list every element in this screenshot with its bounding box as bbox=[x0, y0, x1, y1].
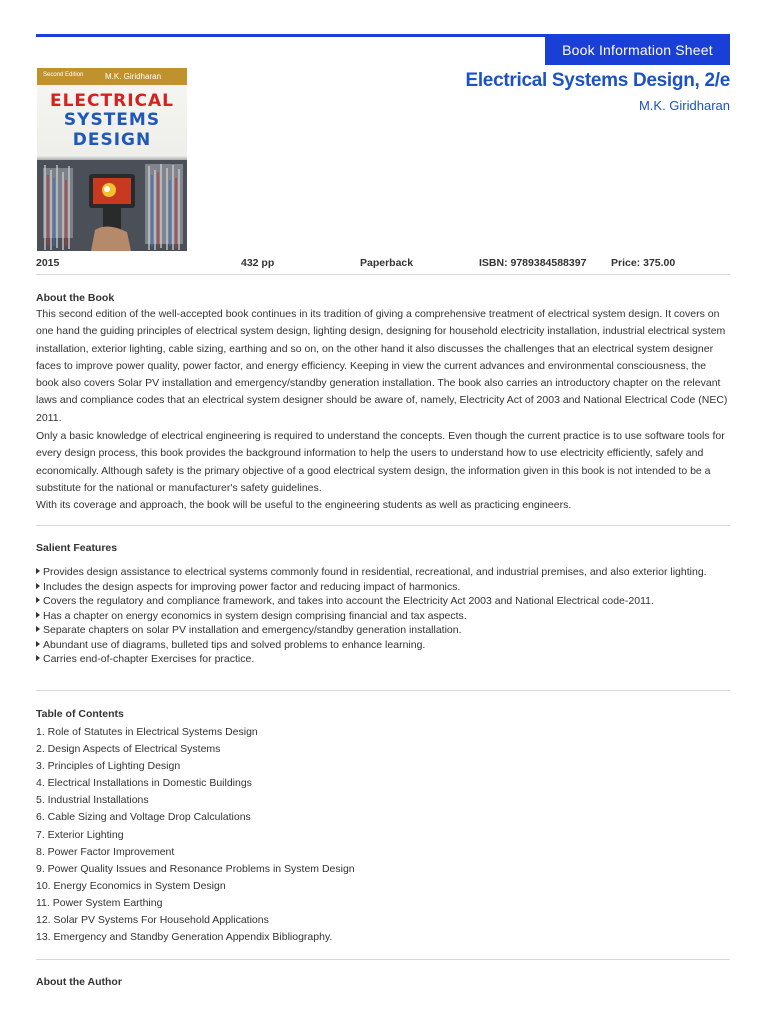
book-author: M.K. Giridharan bbox=[638, 98, 730, 113]
price: Price: 375.00 bbox=[611, 257, 676, 269]
list-item: Includes the design aspects for improving power factor and reducing impact of harmonics. bbox=[36, 580, 726, 595]
info-sheet-badge: Book Information Sheet bbox=[545, 36, 730, 65]
toc-item: 2. Design Aspects of Electrical Systems bbox=[36, 743, 221, 756]
list-item: Has a chapter on energy economics in system design comprising financial and tax aspects. bbox=[36, 609, 726, 624]
about-book-paragraph-3: With its coverage and approach, the book will be useful to the engineering students as well as practicing engineers. bbox=[36, 499, 572, 511]
toc-divider bbox=[36, 959, 730, 960]
isbn: ISBN: 9789384588397 bbox=[479, 257, 587, 269]
list-item: Abundant use of diagrams, bulleted tips and solved problems to enhance learning. bbox=[36, 638, 726, 653]
cover-title-line-3: DESIGN bbox=[72, 130, 152, 150]
features-list bbox=[36, 565, 726, 667]
list-item: Provides design assistance to electrical systems commonly found in residential, recreational, and industrial premises, and also exterior lighting. bbox=[36, 565, 726, 580]
about-book-paragraph-2: Only a basic knowledge of electrical engineering is required to understand the concepts. Even though the current practice is to use software tools for every design process, this book provides the background information to help the users to understand how to use electricity efficiently, safely and economically. Although safety is the primary objective of a good electrical system design, the information given in this book is not intended to be a substitute for the national or manufacturer's safety guidelines. bbox=[36, 430, 725, 494]
bullet-arrow-icon bbox=[36, 597, 40, 603]
cover-title-line-1: ELECTRICAL bbox=[49, 91, 174, 111]
list-item: Separate chapters on solar PV installation and emergency/standby generation installation. bbox=[36, 623, 726, 638]
page-count: 432 pp bbox=[241, 257, 275, 269]
toc-list bbox=[36, 724, 726, 946]
toc-item: 8. Power Factor Improvement bbox=[36, 845, 175, 858]
meta-divider bbox=[36, 274, 730, 275]
toc-heading: Table of Contents bbox=[36, 708, 124, 720]
about-book-paragraph-1: This second edition of the well-accepted book continues in its tradition of giving a comprehensive treatment of electrical system design. It covers on one hand the guiding principles of electrical system design, lighting design, designing for household electricity installation, industrial electrical system installation, exterior lighting, cable sizing, earthing and so on, on the other hand it also discusses the challenges that an electrical system designer faces to improve power quality, power factor, and energy efficiency. Keeping in view the current advances and environmental consciousness, the book also covers Solar PV installation and emergency/standby generation installation. The book also carries an introductory chapter on the relevant laws and compliance codes that an electrical system designer should be aware of, namely, Electricity Act of 2003 and National Electrical Code (NEC) 2011. bbox=[36, 308, 728, 424]
book-title: Electrical Systems Design, 2/e bbox=[465, 70, 730, 91]
bullet-arrow-icon bbox=[36, 568, 40, 574]
toc-item: 4. Electrical Installations in Domestic Buildings bbox=[36, 777, 252, 790]
toc-item: 12. Solar PV Systems For Household Applications bbox=[36, 914, 269, 927]
book-cover-image bbox=[37, 68, 187, 251]
about-book-heading: About the Book bbox=[36, 292, 115, 304]
features-heading: Salient Features bbox=[36, 542, 118, 554]
toc-item: 13. Emergency and Standby Generation Appendix Bibliography. bbox=[36, 931, 333, 944]
toc-item: 3. Principles of Lighting Design bbox=[36, 760, 181, 773]
bullet-arrow-icon bbox=[36, 641, 40, 647]
cover-edition-label: Second Edition bbox=[43, 72, 84, 78]
bullet-arrow-icon bbox=[36, 626, 40, 632]
toc-item: 6. Cable Sizing and Voltage Drop Calculations bbox=[36, 811, 251, 824]
list-item: Covers the regulatory and compliance framework, and takes into account the Electricity Act 2003 and National Electrical code-2011. bbox=[36, 594, 726, 609]
about-author-heading: About the Author bbox=[36, 976, 122, 988]
toc-item: 10. Energy Economics in System Design bbox=[36, 879, 226, 892]
about-book-divider bbox=[36, 525, 730, 526]
toc-item: 7. Exterior Lighting bbox=[36, 828, 124, 841]
bullet-arrow-icon bbox=[36, 583, 40, 589]
bullet-arrow-icon bbox=[36, 655, 40, 661]
toc-item: 9. Power Quality Issues and Resonance Problems in System Design bbox=[36, 862, 355, 875]
cover-author-label: M.K. Giridharan bbox=[105, 72, 162, 81]
cover-title-line-2: SYSTEMS bbox=[63, 110, 161, 130]
features-divider bbox=[36, 690, 730, 691]
cover-wiring-illustration bbox=[37, 160, 187, 251]
toc-item: 1. Role of Statutes in Electrical Systems Design bbox=[36, 726, 258, 738]
binding-type: Paperback bbox=[360, 257, 414, 269]
toc-item: 5. Industrial Installations bbox=[36, 794, 149, 807]
list-item: Carries end-of-chapter Exercises for practice. bbox=[36, 652, 726, 667]
bullet-arrow-icon bbox=[36, 612, 40, 618]
publication-year: 2015 bbox=[36, 257, 60, 269]
toc-item: 11. Power System Earthing bbox=[36, 896, 163, 909]
